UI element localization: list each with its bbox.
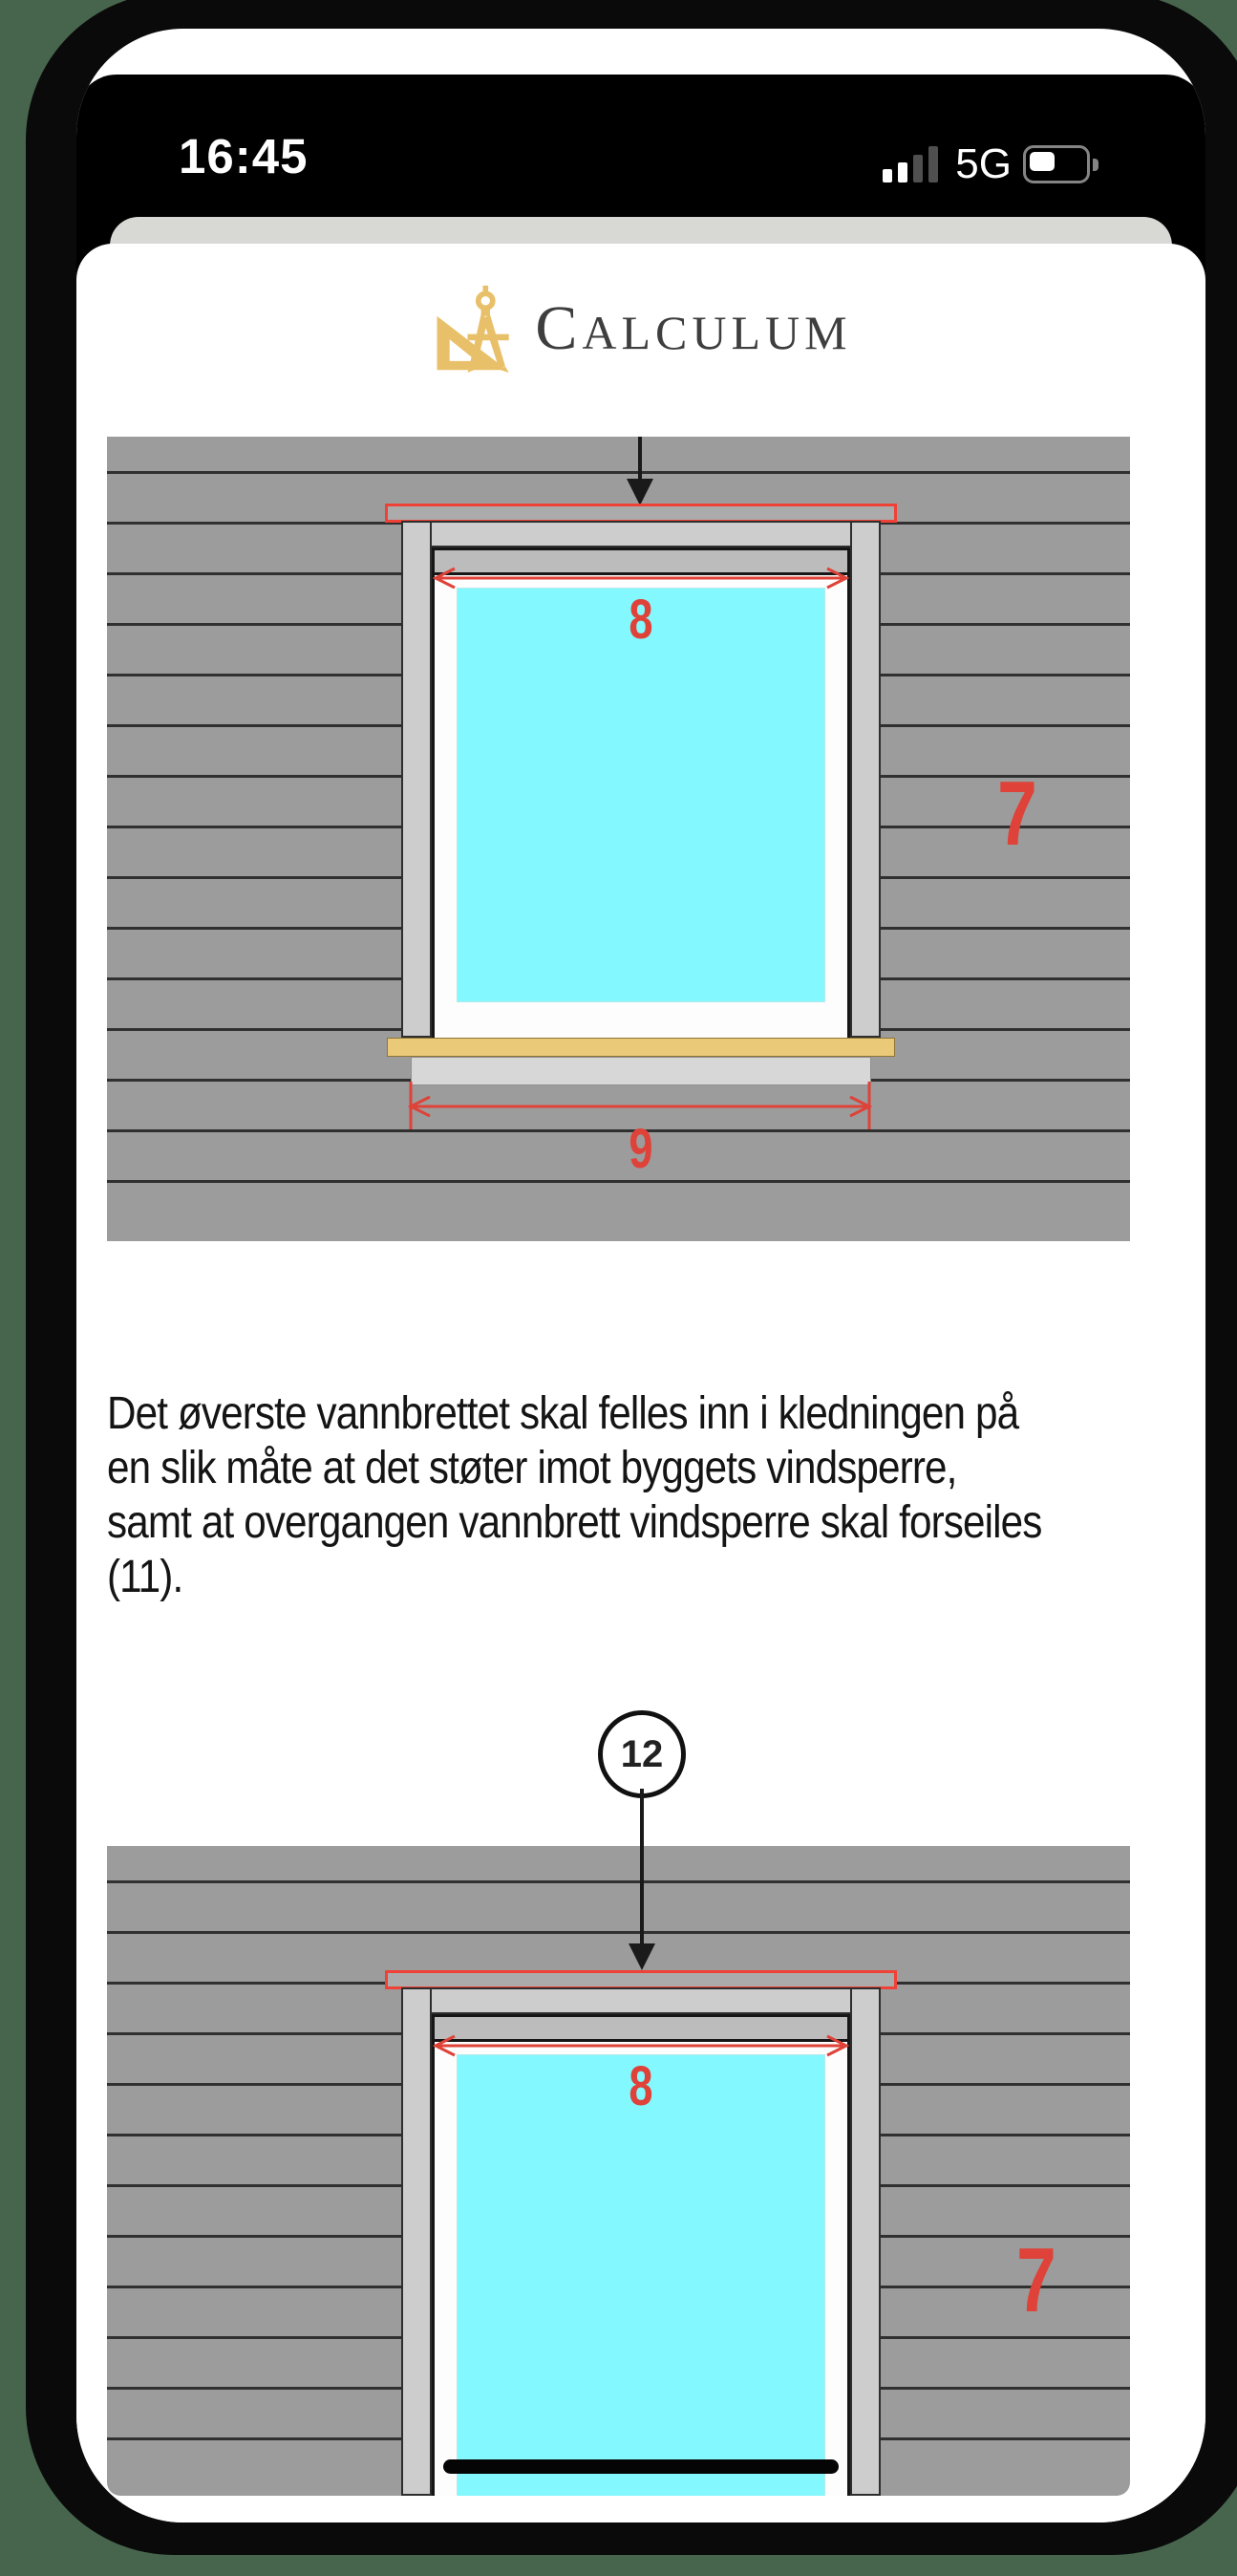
wordmark-initial: C: [535, 293, 583, 363]
callout-circle-12: [598, 1710, 686, 1798]
status-bar: [76, 29, 1205, 220]
side-casing-right: [850, 1987, 881, 2496]
text-line: Det øverste vannbrettet skal felles inn i kledningen på: [107, 1388, 1019, 1439]
side-casing-right: [850, 521, 881, 1038]
battery-icon: [1023, 145, 1090, 183]
phone-screen: [76, 29, 1205, 2522]
brand-logo: [76, 284, 1205, 374]
brand-wordmark: [535, 292, 851, 365]
arrow-down-head: [629, 1943, 655, 1970]
head-casing: [401, 521, 881, 547]
modal-sheet[interactable]: [76, 244, 1205, 2522]
installation-diagram-bottom: [107, 1846, 1130, 2496]
sill-board-yellow: [387, 1038, 895, 1057]
arrow-down-icon: [638, 437, 642, 481]
installation-diagram-top: [107, 437, 1130, 1241]
dimension-label-7: 7: [997, 762, 1037, 865]
text-line: en slik måte at det støter imot byggets vindsperre,: [107, 1443, 957, 1493]
signal-bars-icon: [883, 146, 944, 182]
dimension-label-9: 9: [629, 1118, 653, 1180]
battery-fill: [1030, 152, 1055, 171]
arrow-down-head: [627, 479, 653, 505]
status-icons: [883, 140, 1098, 189]
network-type-label: 5G: [955, 140, 1012, 187]
drafting-triangle-compass-icon: [430, 284, 520, 374]
callout-label: 12: [620, 1732, 664, 1775]
dimension-label-8: 8: [629, 2055, 653, 2117]
instruction-text: [107, 1386, 1042, 1604]
drip-cap-flashing-board: [385, 504, 897, 523]
wordmark-rest: ALCULUM: [582, 306, 852, 359]
status-time: 16:45: [179, 129, 309, 183]
text-line: (11).: [107, 1552, 183, 1602]
dimension-label-8: 8: [629, 589, 653, 651]
text-line: samt at overgangen vannbrett vindsperre skal forseiles: [107, 1497, 1042, 1548]
head-casing: [401, 1987, 881, 2014]
drip-cap-flashing-board: [385, 1970, 897, 1989]
side-casing-left: [401, 1987, 432, 2496]
home-indicator[interactable]: [443, 2459, 839, 2474]
dimension-label-7: 7: [1016, 2229, 1056, 2331]
side-casing-left: [401, 521, 432, 1038]
callout-connector-line: [640, 1789, 644, 1945]
battery-tip: [1093, 159, 1098, 171]
window-glass: [457, 2054, 825, 2496]
